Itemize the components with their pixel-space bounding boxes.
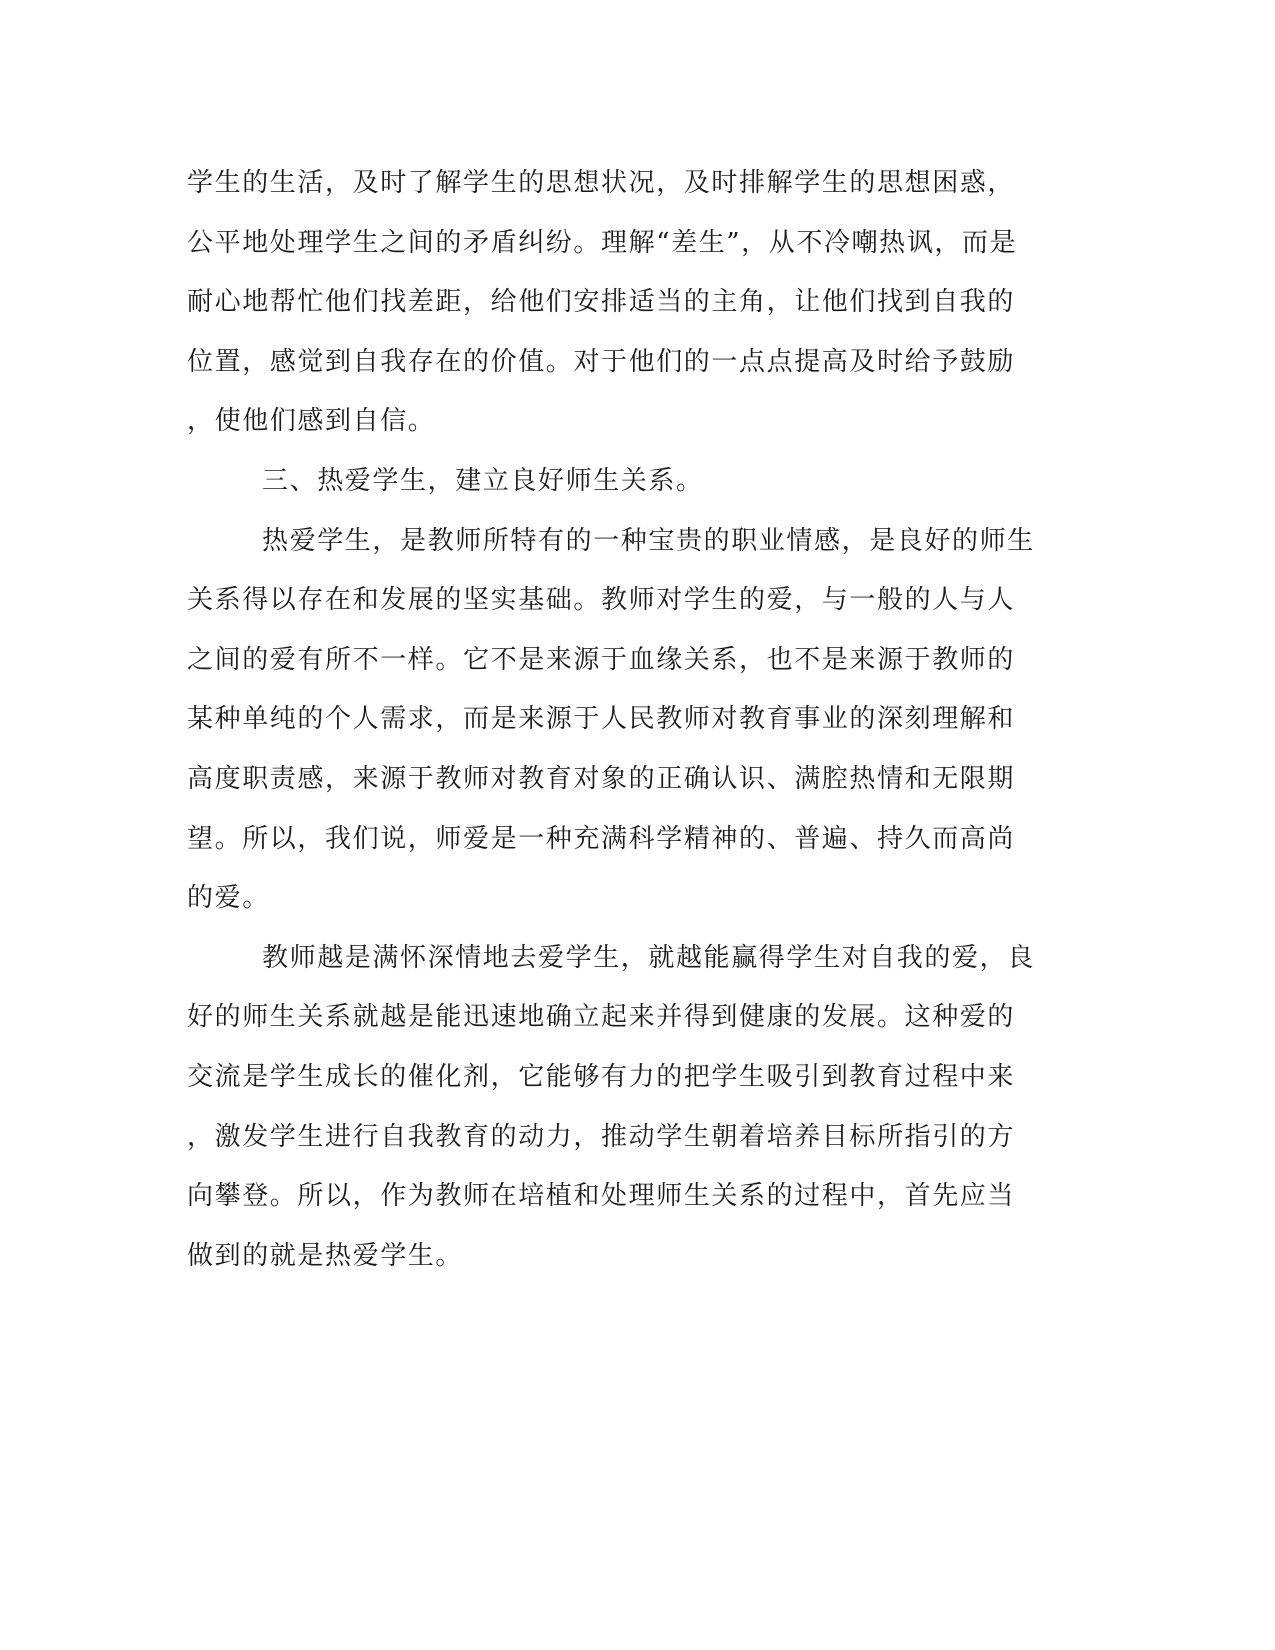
- text-line: 关系得以存在和发展的坚实基础。教师对学生的爱，与一般的人与人: [187, 585, 1016, 616]
- text-line: 的爱。: [187, 883, 270, 914]
- text-line: 之间的爱有所不一样。它不是来源于血缘关系，也不是来源于教师的: [187, 644, 1016, 675]
- text-line: ，使他们感到自信。: [187, 406, 436, 437]
- text-line: 好的师生关系就越是能迅速地确立起来并得到健康的发展。这种爱的: [187, 1002, 1016, 1033]
- text-line: ，激发学生进行自我教育的动力，推动学生朝着培养目标所指引的方: [187, 1121, 1016, 1152]
- text-line: 耐心地帮忙他们找差距，给他们安排适当的主角，让他们找到自我的: [187, 287, 1016, 318]
- text-line: 高度职责感，来源于教师对教育对象的正确认识、满腔热情和无限期: [187, 763, 1016, 794]
- text-line: 位置，感觉到自我存在的价值。对于他们的一点点提高及时给予鼓励: [187, 346, 1016, 377]
- section-heading: 三、热爱学生，建立良好师生关系。: [262, 465, 704, 496]
- text-line: 学生的生活，及时了解学生的思想状况，及时排解学生的思想困惑，: [187, 168, 1016, 198]
- text-line: 向攀登。所以，作为教师在培植和处理师生关系的过程中，首先应当: [187, 1181, 1016, 1212]
- paragraph-start-line: 热爱学生，是教师所特有的一种宝贵的职业情感，是良好的师生: [262, 525, 1035, 556]
- body-text: [187, 163, 1087, 1295]
- text-line: 望。所以，我们说，师爱是一种充满科学精神的、普遍、持久而高尚: [187, 823, 1016, 854]
- text-line: 某种单纯的个人需求，而是来源于人民教师对教育事业的深刻理解和: [187, 704, 1016, 735]
- text-line: 公平地处理学生之间的矛盾纠纷。理解“差生”，从不冷嘲热讽，而是: [187, 227, 1018, 258]
- text-line: 做到的就是热爱学生。: [187, 1240, 464, 1271]
- text-line: 交流是学生成长的催化剂，它能够有力的把学生吸引到教育过程中来: [187, 1061, 1016, 1092]
- paragraph-start-line: 教师越是满怀深情地去爱学生，就越能赢得学生对自我的爱，良: [262, 942, 1035, 973]
